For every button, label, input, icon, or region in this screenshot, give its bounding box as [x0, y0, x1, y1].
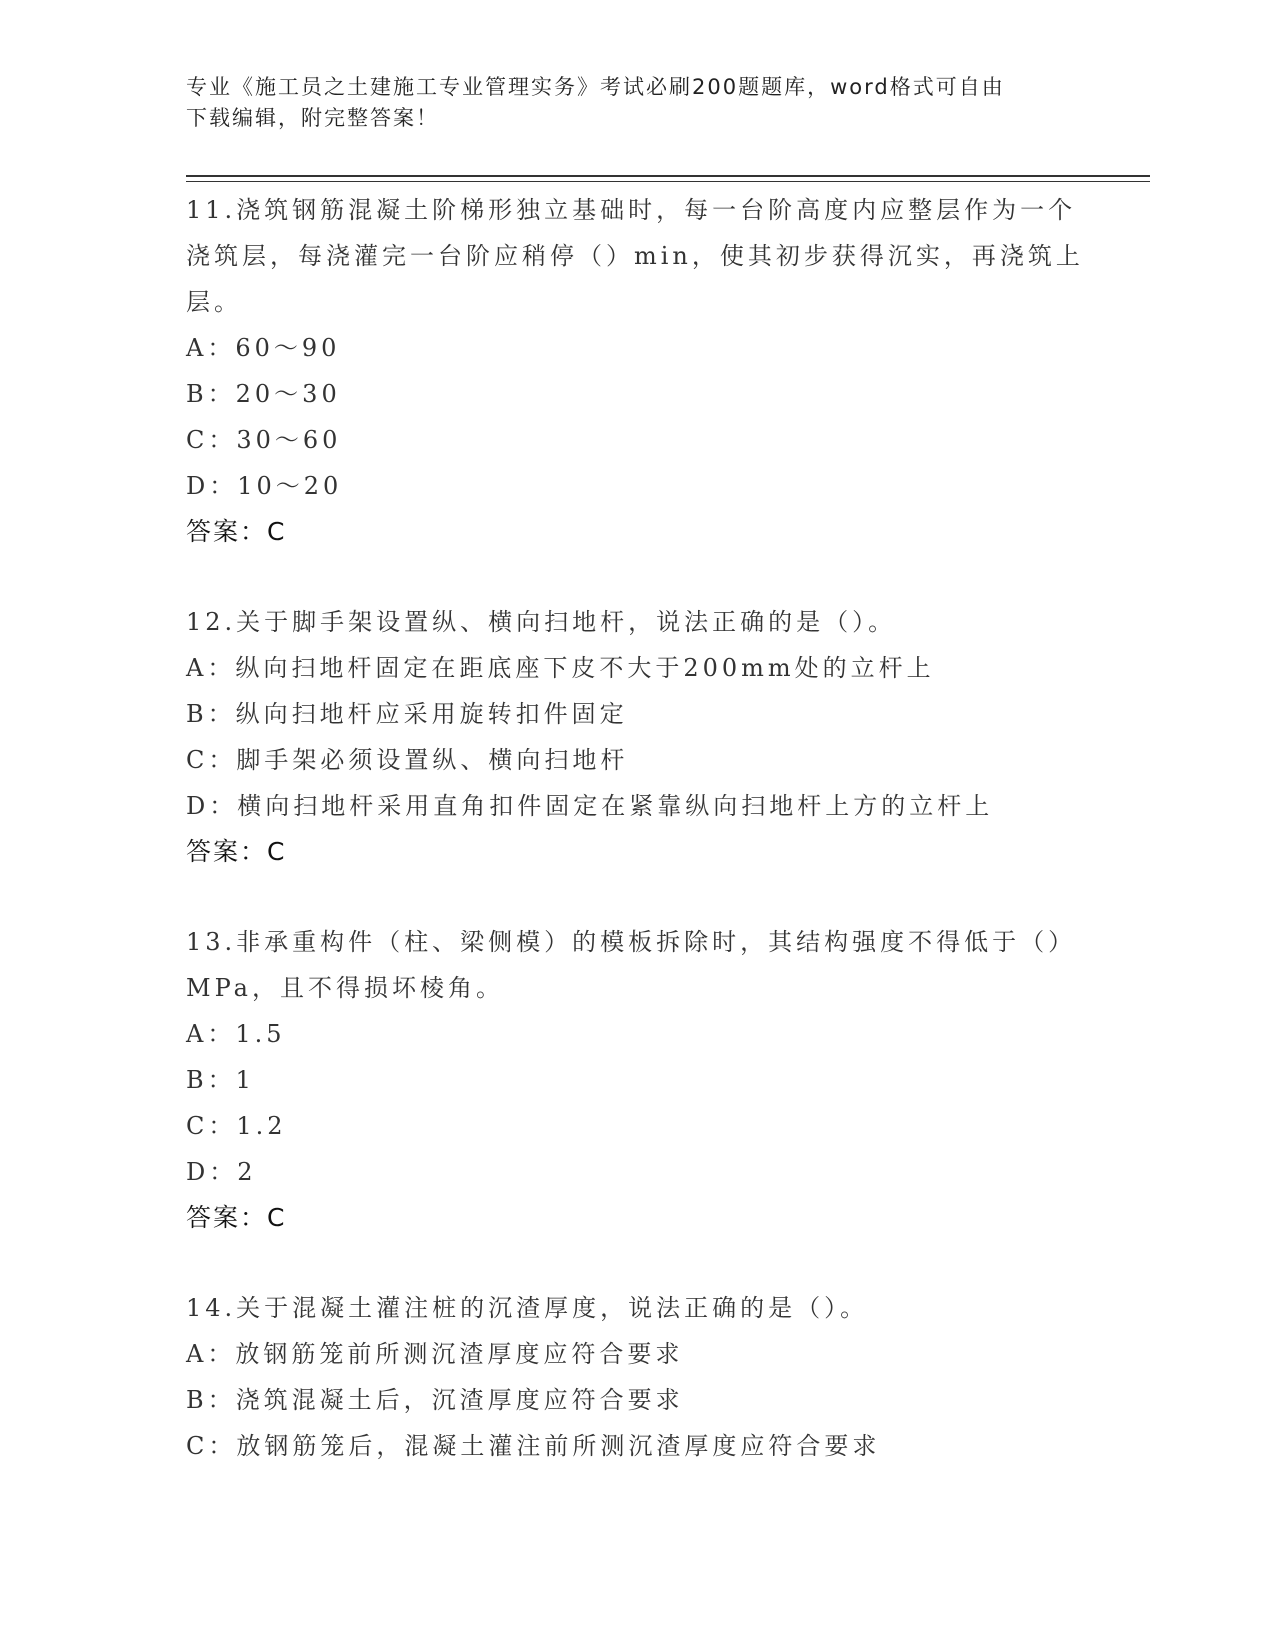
question-12: [186, 599, 1086, 875]
option-d: D：10～20: [186, 472, 343, 500]
question-14: [186, 1285, 1086, 1469]
option-d: D：横向扫地杆采用直角扣件固定在紧靠纵向扫地杆上方的立杆上: [186, 792, 994, 820]
option-a: A：放钢筋笼前所测沉渣厚度应符合要求: [186, 1340, 684, 1368]
option-a: A：纵向扫地杆固定在距底座下皮不大于200mm处的立杆上: [186, 654, 935, 682]
document-header: [186, 72, 1086, 134]
header-line-1: 专业《施工员之土建施工专业管理实务》考试必刷200题题库，word格式可自由: [186, 75, 1005, 99]
question-stem: 14.关于混凝土灌注桩的沉渣厚度，说法正确的是（）。: [186, 1294, 869, 1322]
question-11: [186, 187, 1086, 555]
header-divider-thick: [186, 175, 1150, 177]
question-list: [186, 187, 1086, 1513]
option-c: C：放钢筋笼后，混凝土灌注前所测沉渣厚度应符合要求: [186, 1432, 881, 1460]
header-divider-thin: [186, 181, 1150, 182]
question-stem: 13.非承重构件（柱、梁侧模）的模板拆除时，其结构强度不得低于（）MPa，且不得损坏棱角。: [186, 928, 1077, 1002]
option-b: B：1: [186, 1066, 255, 1094]
question-stem: 12.关于脚手架设置纵、横向扫地杆，说法正确的是（）。: [186, 608, 897, 636]
question-stem: 11.浇筑钢筋混凝土阶梯形独立基础时，每一台阶高度内应整层作为一个浇筑层，每浇灌完一台阶应稍停（）min，使其初步获得沉实，再浇筑上层。: [186, 196, 1084, 316]
option-c: C：30～60: [186, 426, 342, 454]
option-a: A：1.5: [186, 1020, 286, 1048]
question-13: [186, 919, 1086, 1241]
answer: 答案：C: [186, 1203, 287, 1232]
option-d: D：2: [186, 1158, 257, 1186]
header-line-2: 下载编辑，附完整答案！: [186, 106, 439, 130]
answer: 答案：C: [186, 517, 287, 546]
option-c: C：1.2: [186, 1112, 287, 1140]
option-a: A：60～90: [186, 334, 341, 362]
option-b: B：纵向扫地杆应采用旋转扣件固定: [186, 700, 628, 728]
option-b: B：20～30: [186, 380, 341, 408]
answer: 答案：C: [186, 837, 287, 866]
option-b: B：浇筑混凝土后，沉渣厚度应符合要求: [186, 1386, 684, 1414]
option-c: C：脚手架必须设置纵、横向扫地杆: [186, 746, 629, 774]
